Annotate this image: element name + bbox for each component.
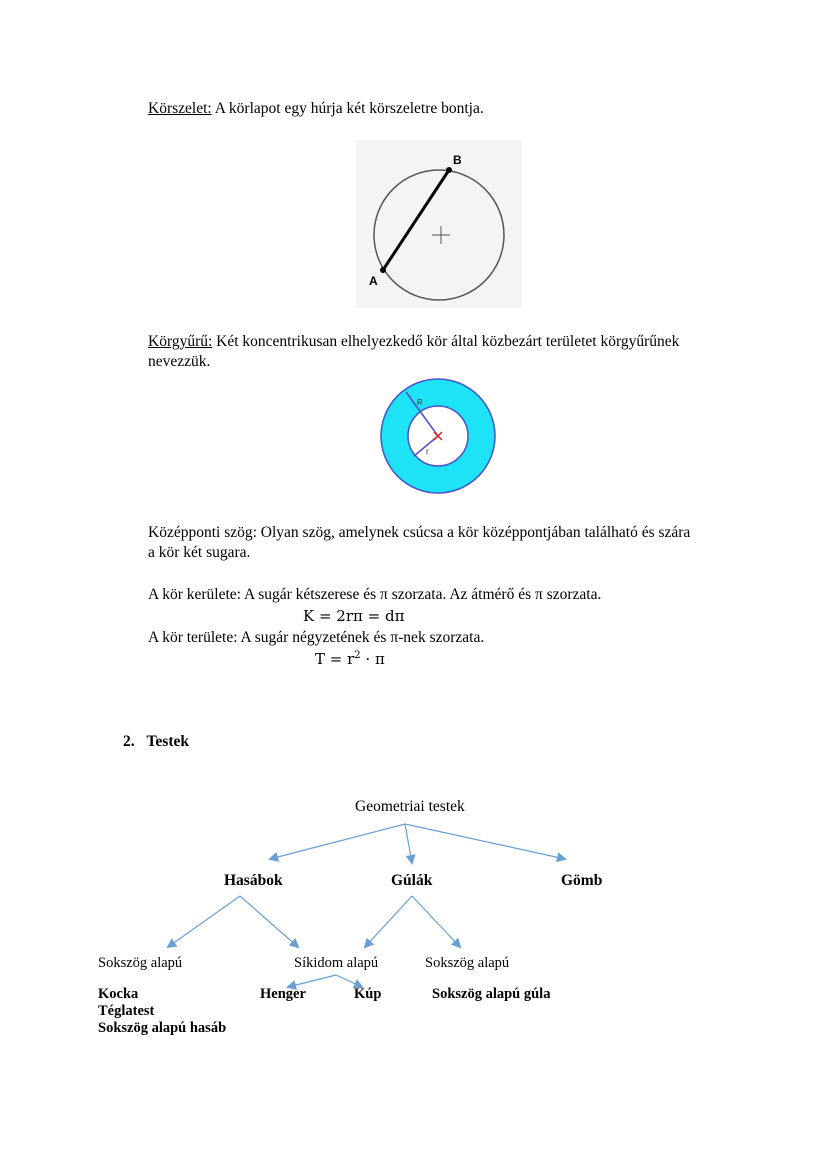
- tree-leaf-sokszog-alapu-gula: Sokszög alapú gúla: [432, 986, 551, 1002]
- arrow-root-hasabok: [270, 824, 405, 859]
- arrow-gulak-sokszog: [412, 896, 460, 947]
- tree-root: Geometriai testek: [355, 798, 465, 815]
- label-small-r: r: [426, 447, 429, 456]
- tree-node-hasabok: Hasábok: [224, 872, 283, 889]
- tree-node-sokszog-alapu-gula: Sokszög alapú: [425, 955, 510, 971]
- kerulet-text: A kör kerülete: A sugár kétszerese és π szorzata. Az átmérő és π szorzata.: [148, 586, 602, 603]
- label-big-r: R: [417, 398, 423, 407]
- korgyuru-text: Két koncentrikusan elhelyezkedő kör által közbezárt területet körgyűrűnek: [212, 333, 680, 350]
- tree-leaf-teglatest: Téglatest: [98, 1003, 155, 1019]
- arrow-hasabok-sikidom: [240, 896, 298, 947]
- label-a: A: [369, 274, 378, 288]
- kerulet-formula: K = 2rπ = dπ: [303, 607, 405, 625]
- arrow-root-gomb: [405, 824, 565, 859]
- tree-node-sokszog-alapu-hasab: Sokszög alapú: [98, 955, 183, 971]
- section-number: 2.: [123, 733, 135, 750]
- terulet-formula-base: T = r: [315, 650, 355, 668]
- korgyuru-paragraph-line2: nevezzük.: [148, 353, 211, 370]
- tree-node-gulak: Gúlák: [391, 872, 433, 889]
- terulet-text: A kör területe: A sugár négyzetének és π-nek szorzata.: [148, 629, 485, 646]
- tree-leaf-sokszog-alapu-hasab: Sokszög alapú hasáb: [98, 1020, 227, 1036]
- label-b: B: [453, 153, 462, 167]
- tree-leaf-kup: Kúp: [354, 986, 382, 1002]
- arrow-hasabok-sokszog: [168, 896, 240, 947]
- kozepponti-line1: Középponti szög: Olyan szög, amelynek csúcsa a kör középpontjában található és szára: [148, 524, 691, 541]
- tree-leaf-henger: Henger: [260, 986, 306, 1002]
- korszelet-text: A körlapot egy húrja két körszeletre bontja.: [211, 100, 484, 117]
- tree-leaf-kocka: Kocka: [98, 986, 139, 1002]
- section-title: Testek: [146, 733, 189, 750]
- korgyuru-term: Körgyűrű:: [148, 333, 213, 350]
- arrow-gulak-sikidom: [365, 896, 412, 947]
- korszelet-term: Körszelet:: [148, 100, 212, 117]
- arrow-root-gulak: [405, 824, 412, 863]
- kozepponti-line2: a kör két sugara.: [148, 544, 251, 561]
- terulet-formula-exponent: 2: [354, 650, 361, 661]
- tree-node-sikidom-alapu: Síkidom alapú: [294, 955, 379, 971]
- terulet-formula-tail: · π: [360, 650, 385, 668]
- tree-node-gomb: Gömb: [561, 872, 603, 889]
